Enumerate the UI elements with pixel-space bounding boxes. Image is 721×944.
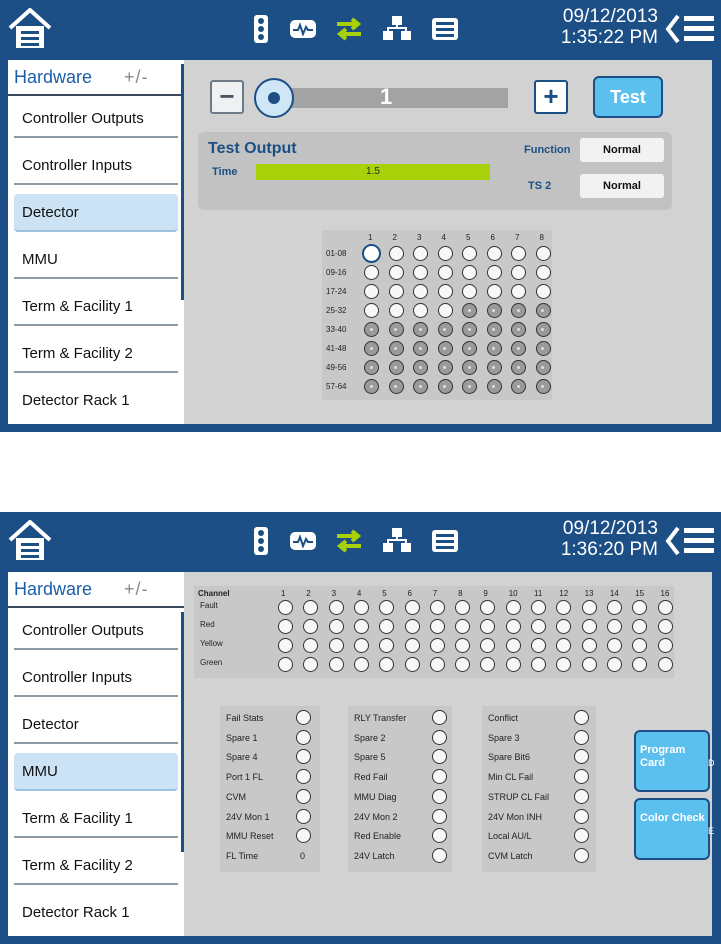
screen-mmu <box>0 512 721 944</box>
detector-indicator[interactable] <box>511 303 526 318</box>
status-indicator[interactable] <box>574 710 589 725</box>
column-label: 6 <box>490 233 495 242</box>
detector-indicator[interactable] <box>438 341 453 356</box>
detector-indicator[interactable] <box>364 322 379 337</box>
detector-grid <box>322 230 552 400</box>
network-icon[interactable] <box>382 14 412 44</box>
row-label: 57-64 <box>326 382 347 391</box>
slider-value: 1 <box>380 84 393 109</box>
channel-number: 3 <box>331 589 337 598</box>
date-text: 09/12/2013 <box>562 518 658 539</box>
row-label: 33-40 <box>326 325 347 334</box>
program-card-button[interactable] <box>634 730 710 792</box>
channel-indicator[interactable] <box>531 638 546 653</box>
channel-indicator[interactable] <box>430 638 445 653</box>
detector-indicator[interactable] <box>438 265 453 280</box>
status-indicator[interactable] <box>432 809 447 824</box>
sidebar-item-mmu[interactable]: MMU <box>14 753 178 791</box>
channel-number: 11 <box>534 589 543 598</box>
channel-indicator[interactable] <box>405 638 420 653</box>
channel-indicator[interactable] <box>379 600 394 615</box>
row-label: 01-08 <box>326 249 347 258</box>
status-indicator[interactable] <box>432 828 447 843</box>
detector-indicator[interactable] <box>413 303 428 318</box>
channel-indicator[interactable] <box>582 600 597 615</box>
network-icon[interactable] <box>382 526 412 556</box>
channel-number: 9 <box>483 589 488 598</box>
detector-indicator[interactable] <box>413 284 428 299</box>
channel-indicator[interactable] <box>480 600 495 615</box>
channel-indicator[interactable] <box>632 619 647 634</box>
sidebar-item-detector[interactable]: Detector <box>14 194 178 232</box>
status-indicator[interactable] <box>574 809 589 824</box>
status-indicator[interactable] <box>296 749 311 764</box>
channel-indicator[interactable] <box>329 638 344 653</box>
channel-indicator[interactable] <box>556 657 571 672</box>
channel-number: 16 <box>660 589 670 598</box>
datetime-display <box>548 6 658 48</box>
detector-indicator[interactable] <box>364 360 379 375</box>
channel-indicator[interactable] <box>632 600 647 615</box>
channel-indicator[interactable] <box>303 638 318 653</box>
status-label: Spare 5 <box>354 752 386 763</box>
channel-header: Channel <box>198 589 230 598</box>
channel-indicator[interactable] <box>531 657 546 672</box>
sidebar-item-term-facility-2[interactable]: Term & Facility 2 <box>14 847 178 885</box>
detector-indicator[interactable] <box>536 246 551 261</box>
channel-row-label: Fault <box>200 601 218 610</box>
channel-indicator[interactable] <box>531 619 546 634</box>
status-label: 24V Mon 2 <box>354 811 398 822</box>
channel-indicator[interactable] <box>480 638 495 653</box>
status-indicator[interactable] <box>432 789 447 804</box>
channel-number: 5 <box>382 589 387 598</box>
column-label: 8 <box>539 233 544 242</box>
sidebar-item-controller-inputs[interactable]: Controller Inputs <box>14 147 178 185</box>
status-column-2 <box>348 706 452 872</box>
detector-indicator[interactable] <box>511 341 526 356</box>
ts2-value[interactable]: Normal <box>580 174 664 198</box>
channel-indicator[interactable] <box>405 619 420 634</box>
time-label: Time <box>212 166 238 178</box>
detector-indicator[interactable] <box>389 360 404 375</box>
channel-number: 8 <box>458 589 463 598</box>
column-label: 5 <box>466 233 471 242</box>
detector-indicator[interactable] <box>511 322 526 337</box>
home-icon[interactable] <box>6 518 54 564</box>
detector-indicator[interactable] <box>413 379 428 394</box>
date-text: 09/12/2013 <box>562 6 658 27</box>
detector-indicator[interactable] <box>438 284 453 299</box>
channel-grid <box>194 586 674 678</box>
status-label: STRUP CL Fail <box>488 791 550 802</box>
detector-indicator[interactable] <box>536 379 551 394</box>
channel-number: 1 <box>281 589 286 598</box>
channel-indicator[interactable] <box>607 657 622 672</box>
color-check-button[interactable] <box>634 798 710 860</box>
color-check-label: Color Check <box>640 812 705 824</box>
column-label: 3 <box>417 233 422 242</box>
detector-indicator[interactable] <box>487 379 502 394</box>
time-progress-bar: 1.5 <box>256 164 490 180</box>
detector-indicator[interactable] <box>511 379 526 394</box>
channel-indicator[interactable] <box>607 619 622 634</box>
detector-indicator[interactable] <box>389 322 404 337</box>
transfer-arrows-icon[interactable] <box>334 14 364 44</box>
column-label: 4 <box>441 233 446 242</box>
detector-indicator[interactable] <box>413 360 428 375</box>
channel-indicator[interactable] <box>480 657 495 672</box>
detector-indicator[interactable] <box>536 322 551 337</box>
status-indicator[interactable] <box>432 710 447 725</box>
test-button[interactable]: Test <box>593 76 663 118</box>
detector-indicator[interactable] <box>487 265 502 280</box>
status-label: MMU Reset <box>226 831 274 842</box>
status-indicator[interactable] <box>574 730 589 745</box>
status-indicator[interactable] <box>296 828 311 843</box>
decrement-button[interactable]: − <box>210 80 244 114</box>
channel-indicator[interactable] <box>354 638 369 653</box>
content-area <box>8 572 715 936</box>
channel-indicator[interactable] <box>354 619 369 634</box>
program-card-label: Program Card <box>640 744 686 769</box>
channel-indicator[interactable] <box>303 619 318 634</box>
signal-light-icon[interactable] <box>246 526 276 556</box>
sidebar-item-controller-inputs[interactable]: Controller Inputs <box>14 659 178 697</box>
detector-indicator[interactable] <box>487 341 502 356</box>
back-menu-icon[interactable] <box>664 10 720 48</box>
signal-light-icon[interactable] <box>246 14 276 44</box>
status-indicator[interactable] <box>296 769 311 784</box>
detector-indicator[interactable] <box>413 246 428 261</box>
row-label: 25-32 <box>326 306 347 315</box>
list-icon[interactable] <box>430 526 460 556</box>
detector-indicator[interactable] <box>462 360 477 375</box>
status-indicator[interactable] <box>432 730 447 745</box>
sidebar-item-term-facility-2[interactable]: Term & Facility 2 <box>14 335 178 373</box>
channel-indicator[interactable] <box>506 657 521 672</box>
channel-indicator[interactable] <box>455 657 470 672</box>
detector-indicator[interactable] <box>462 341 477 356</box>
channel-indicator[interactable] <box>506 600 521 615</box>
channel-indicator[interactable] <box>430 619 445 634</box>
channel-indicator[interactable] <box>658 619 673 634</box>
status-indicator[interactable] <box>574 769 589 784</box>
detector-indicator[interactable] <box>536 341 551 356</box>
channel-number: 10 <box>508 589 518 598</box>
detector-indicator[interactable] <box>511 246 526 261</box>
sidebar <box>8 60 184 424</box>
sidebar-item-detector-rack-1[interactable]: Detector Rack 1 <box>22 392 130 409</box>
row-label: 41-48 <box>326 344 347 353</box>
status-label: Fail Stats <box>226 713 264 723</box>
channel-indicator[interactable] <box>379 657 394 672</box>
detector-indicator[interactable] <box>462 303 477 318</box>
channel-indicator[interactable] <box>329 619 344 634</box>
detector-indicator[interactable] <box>511 284 526 299</box>
increment-button[interactable]: + <box>534 80 568 114</box>
status-label: Red Fail <box>354 772 388 783</box>
detector-indicator[interactable] <box>389 284 404 299</box>
detector-indicator[interactable] <box>487 284 502 299</box>
detector-indicator[interactable] <box>438 246 453 261</box>
detector-indicator[interactable] <box>364 284 379 299</box>
channel-indicator[interactable] <box>379 638 394 653</box>
channel-indicator[interactable] <box>658 657 673 672</box>
column-label: 2 <box>392 233 397 242</box>
detector-indicator[interactable] <box>438 360 453 375</box>
channel-indicator[interactable] <box>455 619 470 634</box>
program-card-key: D <box>708 758 715 768</box>
channel-indicator[interactable] <box>455 638 470 653</box>
channel-indicator[interactable] <box>405 657 420 672</box>
content-area <box>8 60 712 424</box>
test-output-title: Test Output <box>208 140 297 157</box>
detector-indicator[interactable] <box>389 246 404 261</box>
detector-indicator[interactable] <box>413 265 428 280</box>
detector-indicator[interactable] <box>487 246 502 261</box>
status-label: Port 1 FL <box>226 772 264 783</box>
sidebar-item-term-facility-1[interactable]: Term & Facility 1 <box>14 288 178 326</box>
screen-detector <box>0 0 721 432</box>
status-indicator[interactable] <box>574 848 589 863</box>
test-output-panel <box>198 132 672 210</box>
detector-indicator[interactable] <box>462 379 477 394</box>
detector-indicator[interactable] <box>389 265 404 280</box>
status-label: Min CL Fail <box>488 772 534 783</box>
detector-indicator[interactable] <box>438 303 453 318</box>
channel-row-label: Green <box>200 658 223 667</box>
status-indicator[interactable] <box>432 848 447 863</box>
detector-indicator[interactable] <box>389 303 404 318</box>
expand-toggle[interactable]: +/- <box>124 67 149 87</box>
sidebar-title: Hardware <box>14 579 93 599</box>
channel-indicator[interactable] <box>480 619 495 634</box>
status-label: 24V Mon INH <box>488 811 543 822</box>
top-bar <box>0 0 721 60</box>
status-indicator[interactable] <box>574 828 589 843</box>
status-indicator[interactable] <box>574 789 589 804</box>
sidebar-item-detector-rack-1[interactable]: Detector Rack 1 <box>22 904 130 921</box>
sidebar-item-mmu[interactable]: MMU <box>14 241 178 279</box>
sidebar <box>8 572 184 936</box>
detector-indicator[interactable] <box>389 341 404 356</box>
channel-number: 15 <box>635 589 645 598</box>
channel-indicator[interactable] <box>303 600 318 615</box>
channel-indicator[interactable] <box>278 638 293 653</box>
channel-row-label: Red <box>200 620 215 629</box>
detector-indicator[interactable] <box>438 379 453 394</box>
channel-indicator[interactable] <box>379 619 394 634</box>
detector-indicator[interactable] <box>364 379 379 394</box>
channel-indicator[interactable] <box>632 657 647 672</box>
status-label: 24V Latch <box>354 850 395 861</box>
row-label: 17-24 <box>326 287 347 296</box>
detector-indicator[interactable] <box>364 265 379 280</box>
status-column-1 <box>220 706 320 872</box>
top-bar <box>0 512 721 572</box>
detector-indicator[interactable] <box>462 246 477 261</box>
detector-indicator[interactable] <box>536 360 551 375</box>
detector-indicator[interactable] <box>364 303 379 318</box>
channel-indicator[interactable] <box>658 638 673 653</box>
sidebar-item-detector[interactable]: Detector <box>14 706 178 744</box>
status-label: Spare 1 <box>226 732 258 743</box>
color-check-key: E <box>708 826 715 836</box>
detector-indicator[interactable] <box>536 303 551 318</box>
channel-indicator[interactable] <box>354 657 369 672</box>
status-label: Spare 3 <box>488 732 520 743</box>
sidebar-header <box>8 572 184 608</box>
channel-indicator[interactable] <box>607 600 622 615</box>
channel-number: 4 <box>356 589 362 598</box>
detector-indicator[interactable] <box>389 379 404 394</box>
detector-indicator[interactable] <box>413 322 428 337</box>
status-label: Red Enable <box>354 831 402 842</box>
status-label: Spare 4 <box>226 752 258 763</box>
detector-indicator[interactable] <box>487 303 502 318</box>
detector-indicator[interactable] <box>511 360 526 375</box>
status-label: Local AU/L <box>488 831 532 842</box>
channel-indicator[interactable] <box>632 638 647 653</box>
channel-indicator[interactable] <box>582 619 597 634</box>
column-label: 1 <box>368 233 373 242</box>
status-indicator[interactable] <box>296 730 311 745</box>
waveform-icon[interactable] <box>288 526 318 556</box>
status-indicator[interactable] <box>296 789 311 804</box>
status-indicator[interactable] <box>296 710 311 725</box>
channel-indicator[interactable] <box>329 657 344 672</box>
channel-indicator[interactable] <box>430 657 445 672</box>
column-label: 7 <box>515 233 520 242</box>
channel-indicator[interactable] <box>278 619 293 634</box>
list-icon[interactable] <box>430 14 460 44</box>
detector-indicator[interactable] <box>487 322 502 337</box>
channel-indicator[interactable] <box>658 600 673 615</box>
channel-indicator[interactable] <box>556 600 571 615</box>
channel-indicator[interactable] <box>556 638 571 653</box>
sidebar-scrollbar[interactable] <box>181 612 184 852</box>
channel-indicator[interactable] <box>354 600 369 615</box>
channel-number: 13 <box>584 589 594 598</box>
status-label: CVM <box>226 791 246 802</box>
fl-time-value: 0 <box>300 850 306 861</box>
status-indicator[interactable] <box>432 769 447 784</box>
detector-indicator[interactable] <box>362 244 381 263</box>
channel-number: 12 <box>559 589 569 598</box>
status-label: Spare 2 <box>354 732 386 743</box>
time-text: 1:35:22 PM <box>560 27 658 48</box>
channel-indicator[interactable] <box>329 600 344 615</box>
detector-indicator[interactable] <box>364 341 379 356</box>
channel-number: 2 <box>306 589 311 598</box>
channel-number: 6 <box>407 589 412 598</box>
channel-number: 7 <box>432 589 438 598</box>
detector-indicator[interactable] <box>487 360 502 375</box>
waveform-icon[interactable] <box>288 14 318 44</box>
channel-row-label: Yellow <box>200 639 223 648</box>
function-label: Function <box>524 144 571 156</box>
ts2-label: TS 2 <box>528 180 552 192</box>
status-label: CVM Latch <box>488 850 533 861</box>
function-value[interactable]: Normal <box>580 138 664 162</box>
status-column-3 <box>482 706 596 872</box>
detector-indicator[interactable] <box>462 284 477 299</box>
sidebar-item-controller-outputs[interactable]: Controller Outputs <box>14 612 178 650</box>
sidebar-title: Hardware <box>14 67 93 87</box>
channel-indicator[interactable] <box>303 657 318 672</box>
channel-indicator[interactable] <box>430 600 445 615</box>
status-label: RLY Transfer <box>354 713 407 723</box>
row-label: 49-56 <box>326 363 347 372</box>
sidebar-item-term-facility-1[interactable]: Term & Facility 1 <box>14 800 178 838</box>
transfer-arrows-icon[interactable] <box>334 526 364 556</box>
time-text: 1:36:20 PM <box>560 539 658 560</box>
channel-indicator[interactable] <box>506 619 521 634</box>
detector-indicator[interactable] <box>511 265 526 280</box>
channel-indicator[interactable] <box>405 600 420 615</box>
channel-indicator[interactable] <box>582 657 597 672</box>
status-label: MMU Diag <box>354 791 397 802</box>
channel-indicator[interactable] <box>607 638 622 653</box>
status-label: 24V Mon 1 <box>226 811 270 822</box>
sidebar-scrollbar[interactable] <box>181 64 184 300</box>
channel-indicator[interactable] <box>506 638 521 653</box>
channel-indicator[interactable] <box>556 619 571 634</box>
expand-toggle[interactable]: +/- <box>124 579 149 599</box>
status-indicator[interactable] <box>296 809 311 824</box>
status-label: Conflict <box>488 713 519 723</box>
status-indicator[interactable] <box>432 749 447 764</box>
channel-number: 14 <box>609 589 619 598</box>
detector-indicator[interactable] <box>536 284 551 299</box>
channel-indicator[interactable] <box>278 657 293 672</box>
detector-indicator[interactable] <box>413 341 428 356</box>
channel-indicator[interactable] <box>278 600 293 615</box>
channel-indicator[interactable] <box>531 600 546 615</box>
detector-indicator[interactable] <box>462 265 477 280</box>
status-label: Spare Bit6 <box>488 752 531 763</box>
status-indicator[interactable] <box>574 749 589 764</box>
channel-indicator[interactable] <box>582 638 597 653</box>
datetime-display <box>548 518 658 560</box>
back-menu-icon[interactable] <box>664 522 720 560</box>
detector-indicator[interactable] <box>438 322 453 337</box>
home-icon[interactable] <box>6 6 54 52</box>
slider-knob[interactable] <box>254 78 294 118</box>
detector-indicator[interactable] <box>462 322 477 337</box>
sidebar-header <box>8 60 184 96</box>
channel-indicator[interactable] <box>455 600 470 615</box>
row-label: 09-16 <box>326 268 347 277</box>
detector-indicator[interactable] <box>536 265 551 280</box>
sidebar-item-controller-outputs[interactable]: Controller Outputs <box>14 100 178 138</box>
status-label: FL Time <box>226 850 259 861</box>
